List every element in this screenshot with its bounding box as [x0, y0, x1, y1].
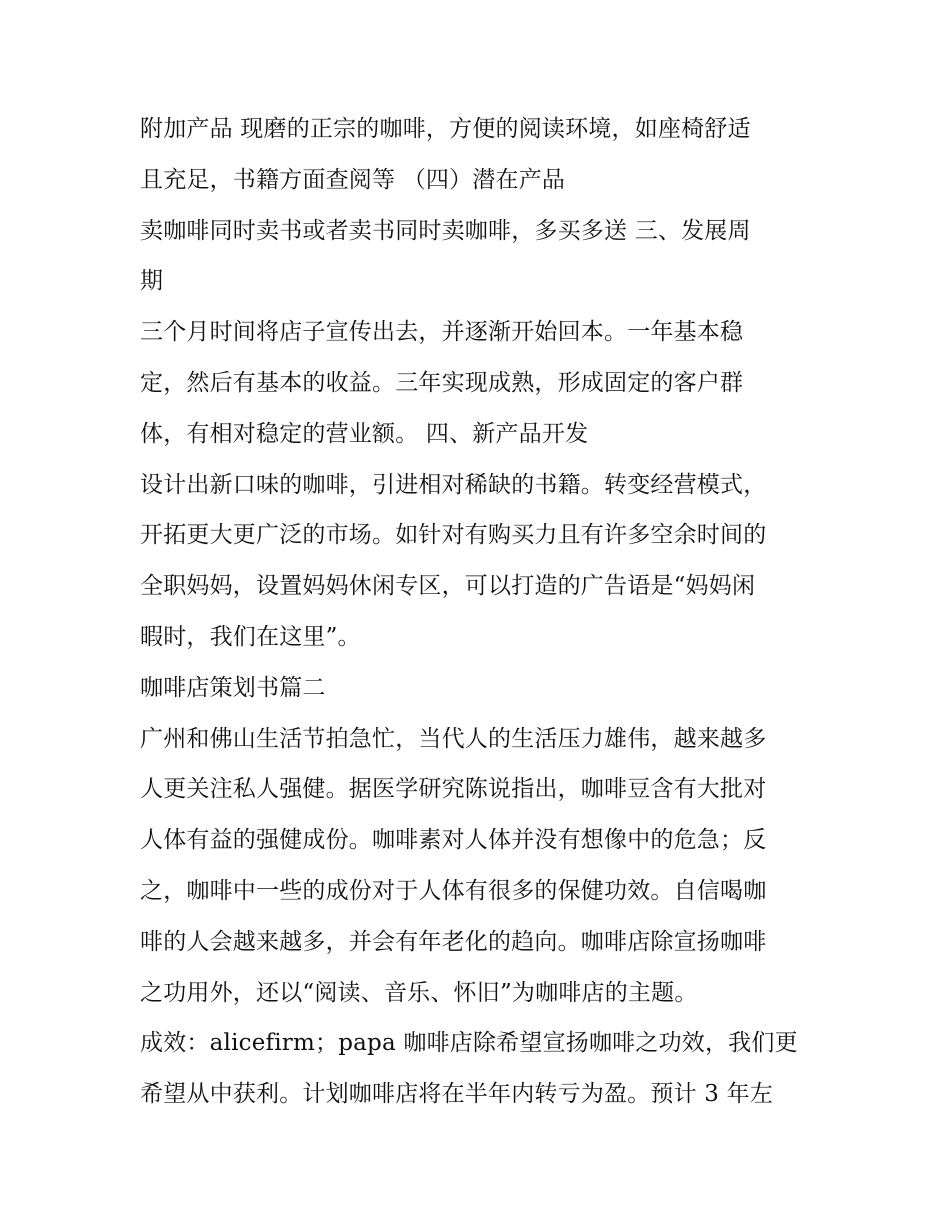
text-line: 三个月时间将店子宣传出去，并逐渐开始回本。一年基本稳 [140, 319, 744, 346]
text-line: 附加产品 现磨的正宗的咖啡，方便的阅读环境，如座椅舒适 [140, 116, 751, 142]
text-line: 定，然后有基本的收益。三年实现成熟，形成固定的客户群 [140, 369, 744, 396]
text-line: 之功用外，还以“阅读、音乐、怀旧”为咖啡店的主题。 [140, 979, 698, 1006]
section-heading: 咖啡店策划书篇二 [140, 674, 326, 701]
document-body [140, 104, 830, 1120]
text-line: 设计出新口味的咖啡，引进相对稀缺的书籍。转变经营模式， [140, 471, 767, 498]
text-line: 开拓更大更广泛的市场。如针对有购买力且有许多空余时间的 [140, 522, 767, 549]
text-line: 人更关注私人强健。据医学研究陈说指出，咖啡豆含有大批对 [140, 776, 767, 803]
text-line: 且充足，书籍方面查阅等 （四）潜在产品 [140, 166, 566, 193]
text-line: 暇时，我们在这里”。 [140, 623, 361, 650]
text-line: 全职妈妈，设置妈妈休闲专区，可以打造的广告语是“妈妈闲 [140, 573, 756, 600]
text-line: 人体有益的强健成份。咖啡素对人体并没有想像中的危急；反 [140, 827, 767, 854]
text-line: 之，咖啡中一些的成份对于人体有很多的保健功效。自信喝咖 [140, 877, 767, 904]
text-line: 啡的人会越来越多，并会有年老化的趋向。咖啡店除宣扬咖啡 [140, 928, 767, 955]
text-line: 期 [140, 268, 164, 295]
text-line: 卖咖啡同时卖书或者卖书同时卖咖啡，多买多送 三、发展周 [140, 217, 751, 244]
text-line: 体，有相对稳定的营业额。 四、新产品开发 [140, 420, 589, 447]
text-line: 成效：alicefirm；papa 咖啡店除希望宣扬咖啡之功效，我们更 [140, 1030, 798, 1057]
text-line: 广州和佛山生活节拍急忙，当代人的生活压力雄伟，越来越多 [140, 725, 767, 752]
text-line: 希望从中获利。计划咖啡店将在半年内转亏为盈。预计 3 年左 [140, 1081, 774, 1108]
